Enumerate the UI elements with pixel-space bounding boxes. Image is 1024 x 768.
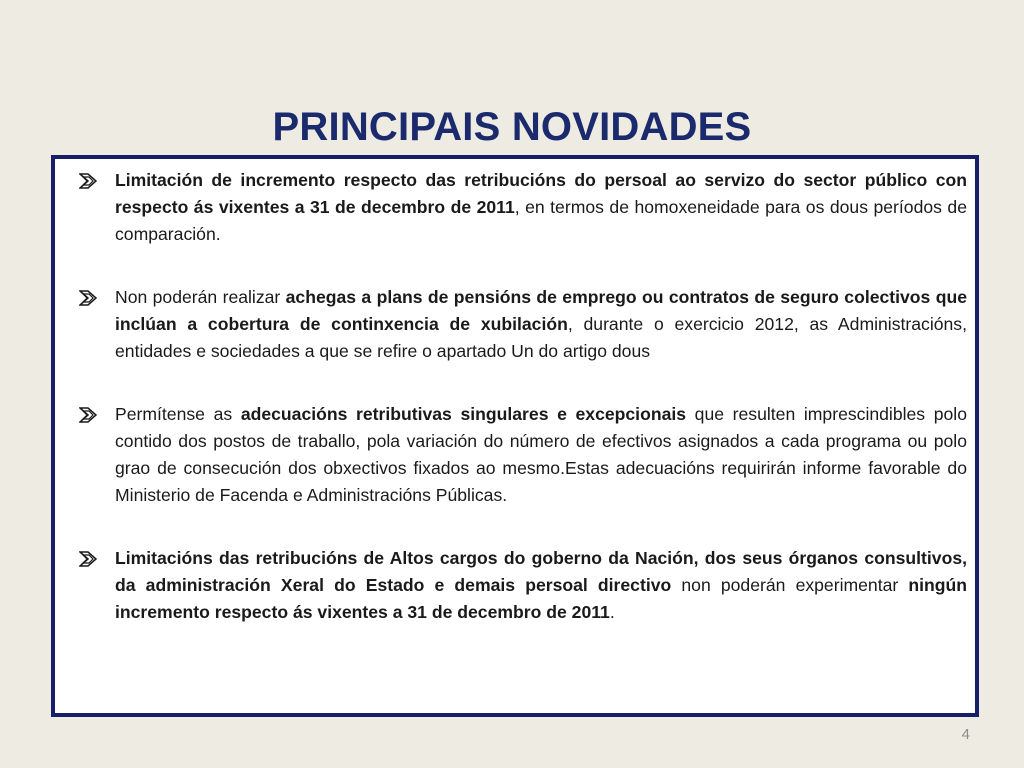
text-segment: , durante o exercicio 2012, as Administracións, entidades e sociedades a que se refire o apartado Un do artigo dous (115, 314, 967, 361)
text-segment: Non poderán realizar (115, 287, 286, 307)
bullet-item (115, 401, 967, 509)
bullet-item (115, 545, 967, 626)
slide-title: PRINCIPAIS NOVIDADES (272, 104, 752, 149)
bullet-text (115, 170, 967, 244)
arrow-chevron-icon (79, 407, 99, 423)
arrow-chevron-icon (79, 173, 99, 189)
text-segment: non poderán experimentar (671, 575, 909, 595)
bullet-text (115, 404, 967, 505)
bold-segment: ningún incremento respecto ás vixentes a 31 de decembro de 2011 (115, 575, 967, 622)
bullet-text (115, 287, 967, 361)
text-segment: , en termos de homoxeneidade para os dous períodos de comparación. (115, 197, 967, 244)
arrow-chevron-icon (79, 290, 99, 306)
bold-segment: Limitacións das retribucións de Altos cargos do goberno da Nación, dos seus órganos consultivos, da administración Xeral do Estado e demais persoal directivo (115, 548, 967, 595)
page-number: 4 (961, 726, 970, 743)
bold-segment: adecuacións retributivas singulares e excepcionais (240, 404, 687, 424)
bullet-list (115, 167, 967, 626)
text-segment: Permítense as (115, 404, 241, 424)
bold-segment: achegas a plans de pensións de emprego ou contratos de seguro colectivos que inclúan a cobertura de continxencia de xubilación (115, 287, 967, 334)
content-box (51, 155, 979, 717)
text-segment: . (609, 602, 615, 622)
text-segment: que resulten imprescindibles polo contido dos postos de traballo, pola variación do número de efectivos asignados a cada programa ou polo grao de consecución dos obxectivos fixados ao mesmo.Estas adecuacións requirirán informe favorable do Ministerio de Facenda e Administracións Públicas. (115, 404, 967, 505)
bullet-text (115, 548, 967, 622)
bullet-item (115, 284, 967, 365)
bold-segment: Limitación de incremento respecto das retribucións do persoal ao servizo do sector público con respecto ás vixentes a 31 de decembro de 2011 (115, 170, 967, 217)
arrow-chevron-icon (79, 551, 99, 567)
bullet-item (115, 167, 967, 248)
